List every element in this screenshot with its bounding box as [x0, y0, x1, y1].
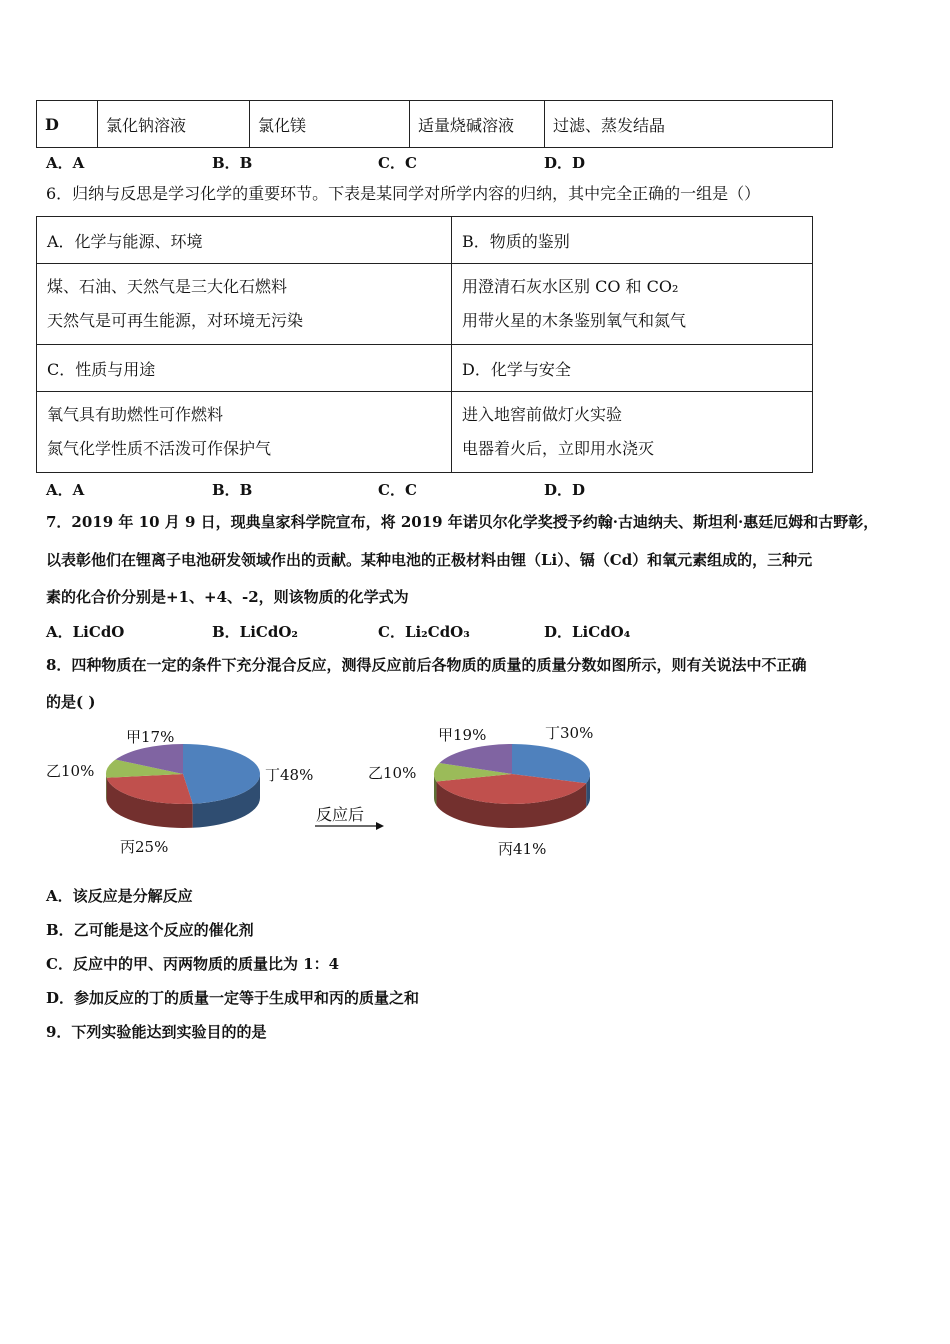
q5-option-c[interactable]: C．C: [378, 154, 417, 172]
q5-cell-impurity: 氯化镁: [250, 101, 410, 148]
q6-c-line2: 氮气化学性质不活泼可作保护气: [47, 439, 272, 458]
q6-c-content: [37, 392, 452, 473]
pie-label-甲: 甲17%: [126, 728, 175, 746]
q8-line2: 的是( ): [46, 693, 96, 711]
q8-option-c[interactable]: C．反应中的甲、丙两物质的质量比为 1：4: [46, 955, 340, 973]
arrow-label: 反应后: [316, 805, 365, 824]
q6-option-b[interactable]: B．B: [212, 481, 253, 499]
q7-option-a[interactable]: A．LiCdO: [46, 623, 125, 641]
q6-b-content: [452, 264, 813, 345]
q6-options: [46, 479, 710, 500]
q7-option-d[interactable]: D．LiCdO₄: [544, 623, 631, 641]
q6-b-title: B．物质的鉴别: [452, 217, 813, 264]
q7-options: [46, 621, 710, 642]
q8-option-d[interactable]: D．参加反应的丁的质量一定等于生成甲和丙的质量之和: [46, 989, 420, 1007]
q6-a-line1: 煤、石油、天然气是三大化石燃料: [47, 277, 288, 296]
q6-option-c[interactable]: C．C: [378, 481, 417, 499]
q6-c-title: C．性质与用途: [37, 345, 452, 392]
q7-line3: 素的化合价分别是+1、+4、-2，则该物质的化学式为: [46, 588, 409, 606]
pie-chart-after: [368, 724, 593, 858]
q7-line2: 以表彰他们在锂离子电池研发领域作出的贡献。某种电池的正极材料由锂（Li）、镉（Cd）和氧元素组成的，三种元: [46, 551, 813, 569]
pie-label-丙: 丙25%: [120, 838, 169, 856]
pie-charts-figure: [40, 722, 640, 862]
q6-option-d[interactable]: D．D: [544, 481, 586, 499]
q6-a-content: [37, 264, 452, 345]
pie-chart-before: [46, 728, 313, 856]
q6-d-title: D．化学与安全: [452, 345, 813, 392]
pie-label-乙: 乙10%: [46, 762, 95, 780]
q8-option-b[interactable]: B．乙可能是这个反应的催化剂: [46, 921, 254, 939]
q7-option-b[interactable]: B．LiCdO₂: [212, 623, 298, 641]
q6-table: [36, 216, 813, 473]
q6-b-line2: 用带火星的木条鉴别氧气和氮气: [462, 311, 687, 330]
reaction-arrow: [315, 805, 384, 830]
q5-cell-reagent: 适量烧碱溶液: [410, 101, 545, 148]
q6-d-line1: 进入地窖前做灯火实验: [462, 405, 623, 424]
q5-table-row: [36, 100, 833, 148]
q6-b-line1: 用澄清石灰水区别 CO 和 CO₂: [462, 277, 679, 296]
q9-stem: 9．下列实验能达到实验目的的是: [46, 1023, 267, 1041]
pie-label-乙: 乙10%: [368, 764, 417, 782]
q8-option-a[interactable]: A．该反应是分解反应: [46, 887, 193, 905]
q5-option-a[interactable]: A．A: [46, 154, 85, 172]
q6-a-title: A．化学与能源、环境: [37, 217, 452, 264]
q7-option-c[interactable]: C．Li₂CdO₃: [378, 623, 470, 641]
q6-stem: 6．归纳与反思是学习化学的重要环节。下表是某同学对所学内容的归纳，其中完全正确的一组是（）: [46, 184, 761, 203]
pie-label-丁: 丁48%: [265, 766, 314, 784]
q7-line1: 7．2019 年 10 月 9 日，现典皇家科学院宣布，将 2019 年诺贝尔化学奖授予约翰·古迪纳夫、斯坦利·惠廷厄姆和古野彰，: [46, 513, 879, 531]
q5-option-d[interactable]: D．D: [544, 154, 586, 172]
q8-line1: 8．四种物质在一定的条件下充分混合反应，测得反应前后各物质的质量的质量分数如图所示，则有关说法中不正确: [46, 656, 807, 674]
q6-a-line2: 天然气是可再生能源，对环境无污染: [47, 311, 304, 330]
pie-side-乙: [106, 774, 107, 802]
q5-cell-method: 过滤、蒸发结晶: [545, 101, 833, 148]
q5-cell-substance: 氯化钠溶液: [98, 101, 250, 148]
q6-option-a[interactable]: A．A: [46, 481, 85, 499]
pie-label-丙: 丙41%: [498, 840, 547, 858]
q6-d-line2: 电器着火后，立即用水浇灭: [462, 439, 655, 458]
pie-label-丁: 丁30%: [545, 724, 594, 742]
q5-option-b[interactable]: B．B: [212, 154, 253, 172]
q6-d-content: [452, 392, 813, 473]
q5-options: [46, 152, 710, 173]
arrow-head-icon: [376, 822, 384, 830]
q5-cell-label: D: [37, 101, 98, 148]
q6-c-line1: 氧气具有助燃性可作燃料: [47, 405, 224, 424]
pie-label-甲: 甲19%: [438, 726, 487, 744]
